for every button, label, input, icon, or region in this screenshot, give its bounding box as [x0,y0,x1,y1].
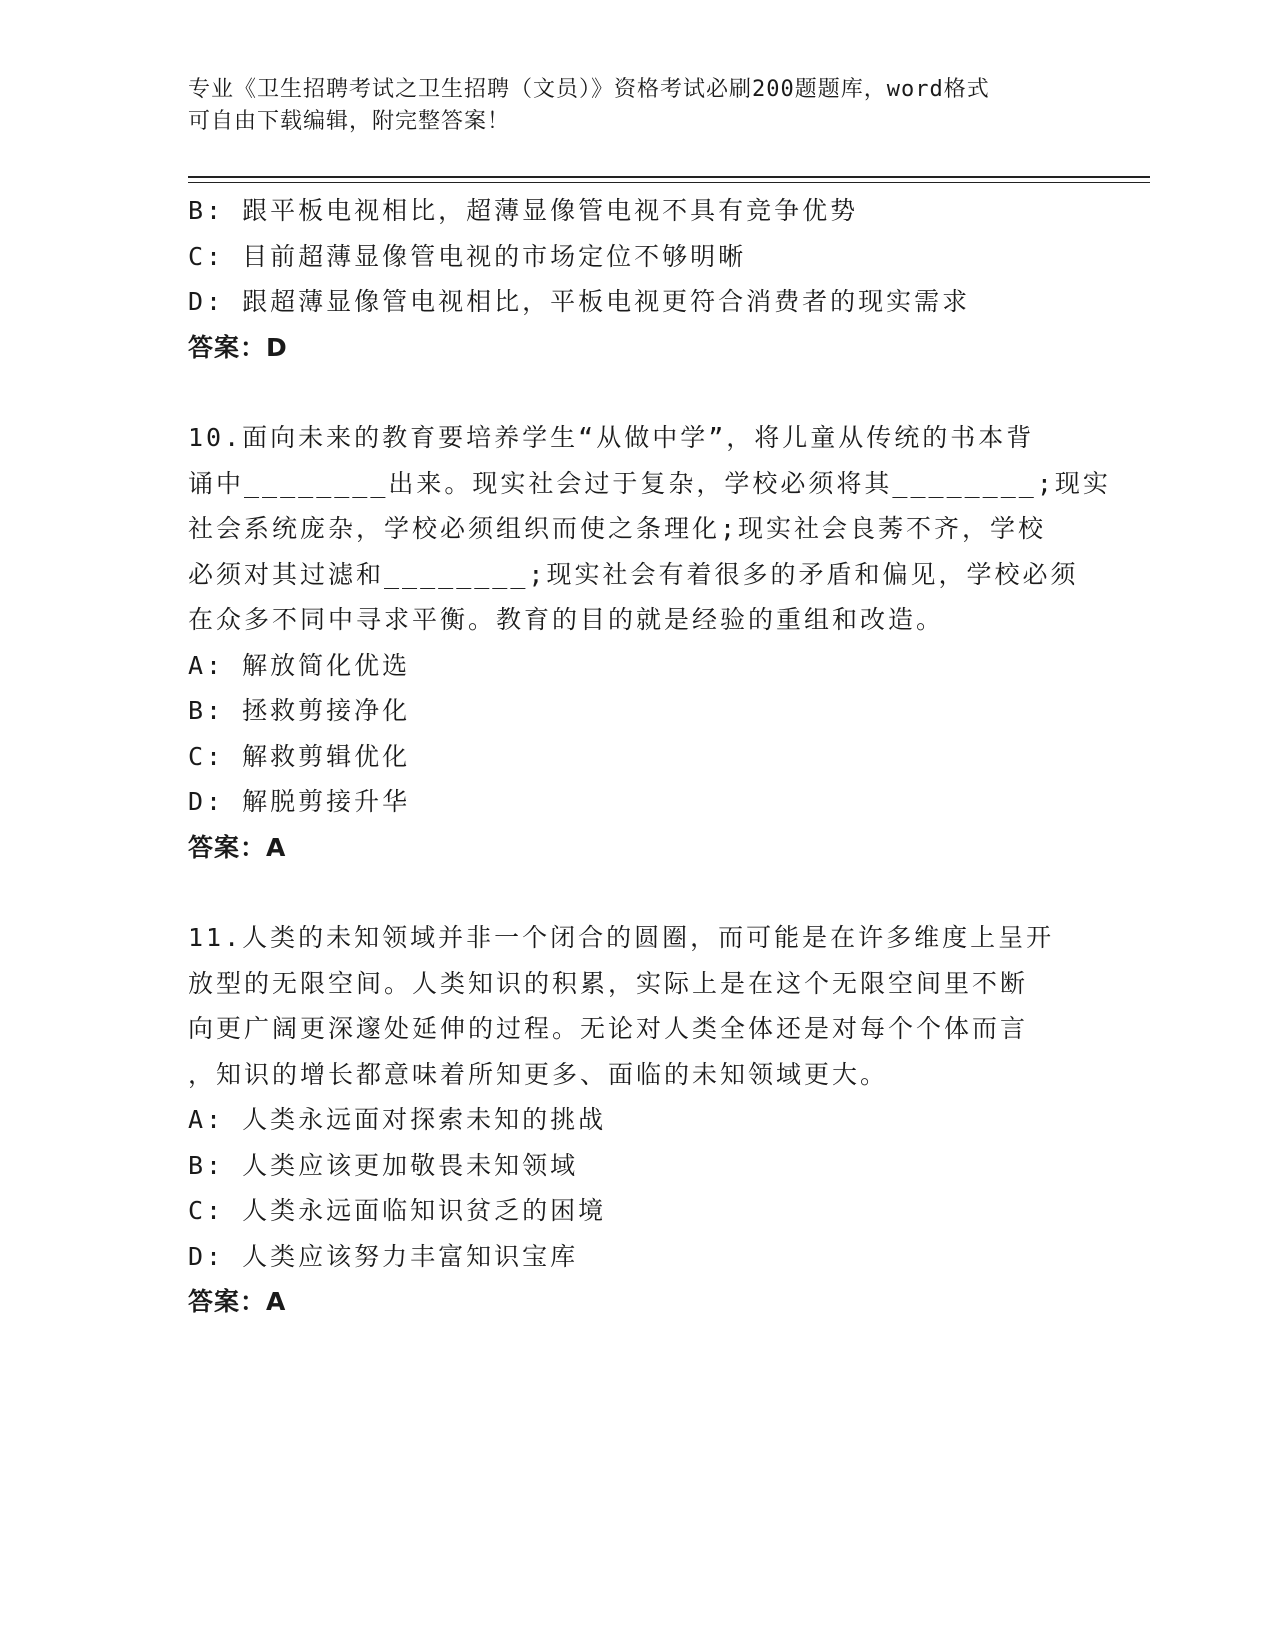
option-c: C: 人类永远面临知识贫乏的困境 [188,1196,607,1225]
answer-line: 答案：D [188,332,288,362]
option-b: B: 人类应该更加敬畏未知领域 [188,1150,579,1180]
answer-line: 答案：A [188,1287,287,1316]
header-line-1: 专业《卫生招聘考试之卫生招聘（文员）》资格考试必刷200题题库，word格式 [188,77,990,102]
option-a: A: 解放简化优选 [188,650,411,680]
document-header [188,74,1068,138]
header-rule-thin [188,182,1150,183]
spacer [188,870,1088,915]
option-b: B: 拯救剪接净化 [188,696,411,725]
question-text-line: 11.人类的未知领域并非一个闭合的圆圈，而可能是在许多维度上呈开 [188,923,1055,952]
question-11-block [188,915,1088,1325]
answer-line: 答案：A [188,832,287,862]
option-c: C: 目前超薄显像管电视的市场定位不够明晰 [188,241,747,271]
question-text-line: 10.面向未来的教育要培养学生“从做中学”，将儿童从传统的书本背 [188,423,1035,452]
question-text-line: 社会系统庞杂，学校必须组织而使之条理化;现实社会良莠不齐，学校 [188,514,1047,543]
spacer [188,370,1088,415]
header-rule-thick [188,176,1150,178]
option-b: B: 跟平板电视相比，超薄显像管电视不具有竞争优势 [188,196,859,225]
question-text-line: ，知识的增长都意味着所知更多、面临的未知领域更大。 [188,1059,889,1089]
header-line-2: 可自由下载编辑，附完整答案！ [188,109,511,134]
option-d: D: 人类应该努力丰富知识宝库 [188,1241,579,1271]
question-text-line: 必须对其过滤和________;现实社会有着很多的矛盾和偏见，学校必须 [188,559,1079,589]
option-c: C: 解救剪辑优化 [188,741,411,771]
question-10-block [188,415,1111,870]
option-d: D: 跟超薄显像管电视相比，平板电视更符合消费者的现实需求 [188,287,971,316]
question-9-block [188,188,1088,370]
question-text-line: 向更广阔更深邃处延伸的过程。无论对人类全体还是对每个个体而言 [188,1014,1029,1043]
question-text-line: 放型的无限空间。人类知识的积累，实际上是在这个无限空间里不断 [188,968,1029,998]
option-a: A: 人类永远面对探索未知的挑战 [188,1105,607,1134]
question-text-line: 诵中________出来。现实社会过于复杂，学校必须将其________;现实 [188,468,1111,498]
option-d: D: 解脱剪接升华 [188,787,411,816]
question-text-line: 在众多不同中寻求平衡。教育的目的就是经验的重组和改造。 [188,605,945,634]
document-body [188,188,1111,1325]
